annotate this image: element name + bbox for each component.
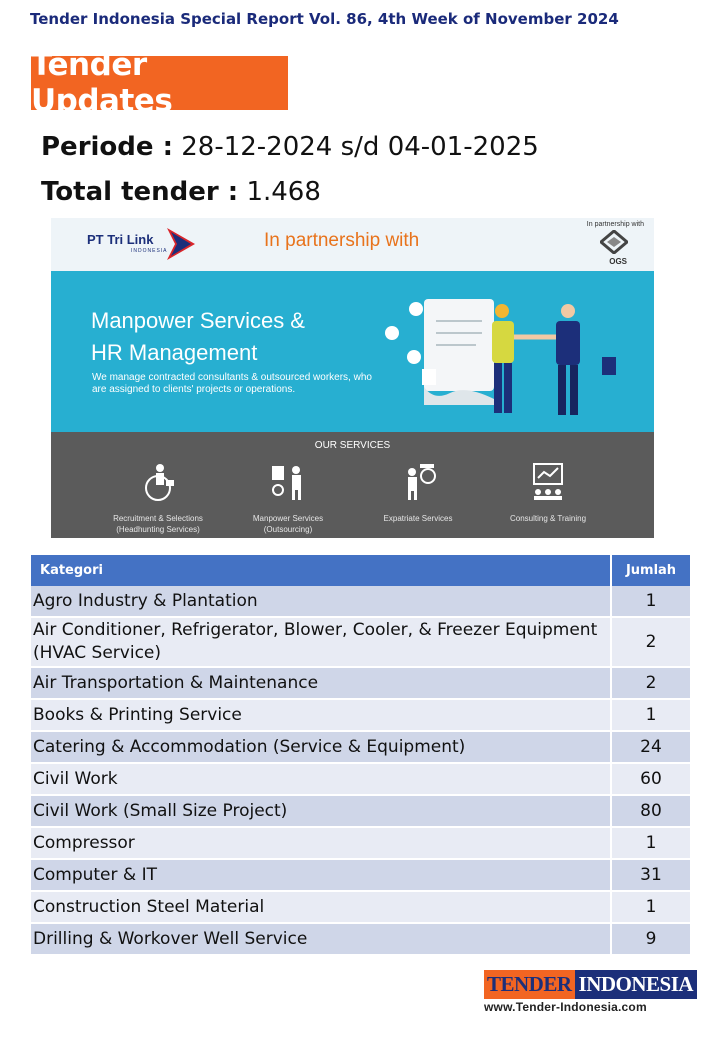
- table-row: [31, 731, 690, 763]
- periode-label: Periode :: [41, 132, 173, 162]
- jumlah-cell: 1: [611, 891, 690, 923]
- table-row: [31, 667, 690, 699]
- kategori-cell: Agro Industry & Plantation: [31, 586, 611, 617]
- service-expatriate: [348, 462, 488, 524]
- recruitment-icon: [138, 462, 178, 502]
- total-row: [41, 177, 321, 207]
- kategori-cell: Compressor: [31, 827, 611, 859]
- service-consulting: [478, 462, 618, 524]
- kategori-cell: Catering & Accommodation (Service & Equipment): [31, 731, 611, 763]
- jumlah-cell: 2: [611, 667, 690, 699]
- kategori-cell: Air Transportation & Maintenance: [31, 667, 611, 699]
- banner-headline-line1: Manpower Services &: [91, 308, 305, 333]
- kategori-cell: Computer & IT: [31, 859, 611, 891]
- trilink-arrow-icon: [165, 226, 197, 262]
- logo-part-indonesia: INDONESIA: [575, 970, 698, 999]
- table-row: [31, 699, 690, 731]
- service-recruitment: [88, 462, 228, 535]
- service-recruitment-line2: (Headhunting Services): [116, 525, 200, 534]
- table-row: [31, 617, 690, 667]
- jumlah-cell: 60: [611, 763, 690, 795]
- kategori-cell: Civil Work: [31, 763, 611, 795]
- partner-banner[interactable]: [51, 218, 654, 538]
- tender-category-table: [31, 555, 690, 956]
- table-row: [31, 763, 690, 795]
- expatriate-icon: [398, 462, 438, 502]
- kategori-cell: Drilling & Workover Well Service: [31, 923, 611, 955]
- consulting-icon: [528, 462, 568, 502]
- kategori-cell: Civil Work (Small Size Project): [31, 795, 611, 827]
- table-row: [31, 923, 690, 955]
- services-strip: [51, 432, 654, 538]
- table-row: [31, 795, 690, 827]
- service-manpower-line2: (Outsourcing): [263, 525, 313, 534]
- banner-headline: [91, 305, 305, 369]
- table-row: [31, 586, 690, 617]
- kategori-cell: Construction Steel Material: [31, 891, 611, 923]
- jumlah-cell: 24: [611, 731, 690, 763]
- kategori-cell: Air Conditioner, Refrigerator, Blower, Cooler, & Freezer Equipment (HVAC Service): [31, 617, 611, 667]
- jumlah-cell: 2: [611, 617, 690, 667]
- service-expatriate-line1: Expatriate Services: [383, 514, 453, 523]
- total-value: 1.468: [246, 177, 321, 207]
- table-row: [31, 827, 690, 859]
- table-row: [31, 891, 690, 923]
- banner-headline-line2: HR Management: [91, 340, 258, 365]
- total-label: Total tender :: [41, 177, 239, 207]
- service-consulting-line1: Consulting & Training: [509, 514, 587, 523]
- service-manpower-line1: Manpower Services: [252, 514, 324, 523]
- report-header: Tender Indonesia Special Report Vol. 86, 4th Week of November 2024: [30, 10, 619, 28]
- ogs-logo-text: OGS: [609, 257, 627, 266]
- jumlah-cell: 9: [611, 923, 690, 955]
- banner-top-strip: [51, 218, 654, 271]
- tender-indonesia-logo[interactable]: [484, 970, 694, 1014]
- jumlah-cell: 80: [611, 795, 690, 827]
- logo-badges: [484, 970, 694, 999]
- jumlah-cell: 1: [611, 586, 690, 617]
- trilink-logo-sub: INDONESIA: [131, 248, 168, 254]
- jumlah-cell: 31: [611, 859, 690, 891]
- trilink-logo: [87, 226, 197, 262]
- manpower-icon: [268, 462, 308, 502]
- column-header-kategori: Kategori: [31, 555, 611, 586]
- service-recruitment-line1: Recruitment & Selections: [113, 514, 203, 523]
- column-header-jumlah: Jumlah: [611, 555, 690, 586]
- banner-description: We manage contracted consultants & outsourced workers, who are assigned to clients' projects or operations.: [92, 372, 372, 395]
- banner-hero: [51, 271, 654, 432]
- ogs-logo-icon: [600, 230, 628, 254]
- logo-part-tender: TENDER: [484, 970, 575, 999]
- service-manpower: [218, 462, 358, 535]
- jumlah-cell: 1: [611, 699, 690, 731]
- page-title: Tender Updates: [31, 56, 288, 110]
- partnership-small-label: In partnership with: [586, 221, 644, 228]
- table-row: [31, 859, 690, 891]
- services-title: OUR SERVICES: [314, 440, 391, 451]
- trilink-logo-text: PT Tri Link: [87, 232, 154, 247]
- periode-row: [41, 132, 539, 162]
- website-link[interactable]: www.Tender-Indonesia.com: [484, 1000, 647, 1014]
- kategori-cell: Books & Printing Service: [31, 699, 611, 731]
- handshake-illustration-icon: [376, 281, 636, 431]
- periode-value: 28-12-2024 s/d 04-01-2025: [181, 132, 539, 162]
- jumlah-cell: 1: [611, 827, 690, 859]
- partnership-heading: In partnership with: [264, 230, 420, 251]
